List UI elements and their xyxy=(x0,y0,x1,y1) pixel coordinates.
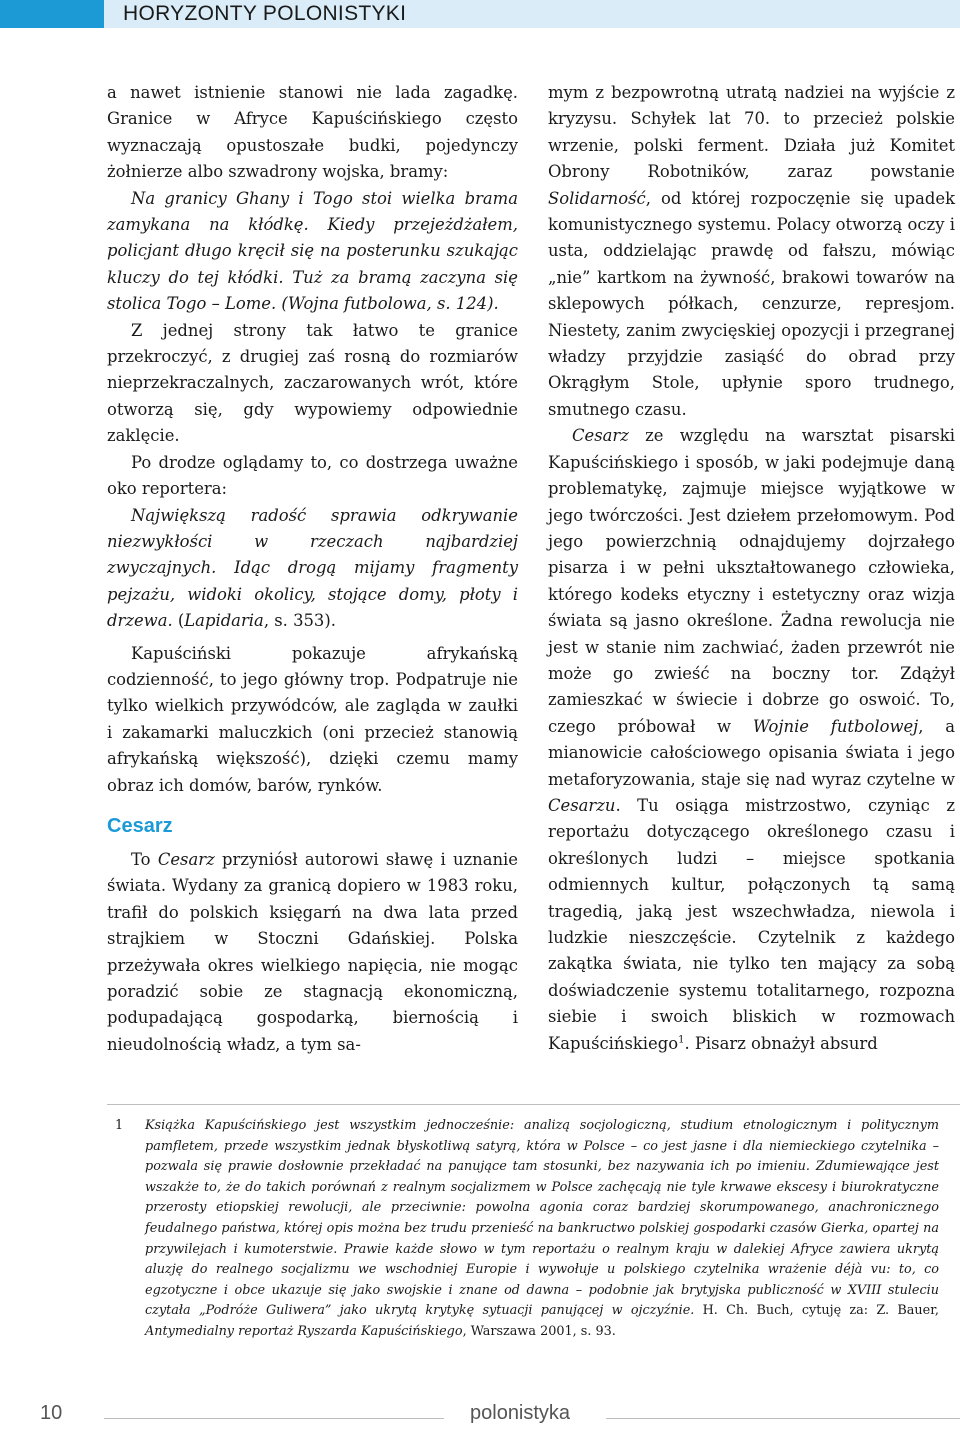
footnote-source-title: Antymedialny reportaż Ryszarda Kapuścińskiego xyxy=(145,1323,463,1339)
section-heading: Cesarz xyxy=(107,814,173,837)
footer-divider-right xyxy=(606,1418,960,1419)
footnote-source-rest: , Warszawa 2001, s. 93. xyxy=(462,1323,616,1339)
footnote-divider xyxy=(107,1104,960,1105)
text-run: , a mianowicie całościowego opisania świata i jego metaforyzowania, staje się nad wyraz czytelne w xyxy=(548,716,955,789)
paragraph xyxy=(548,423,955,1057)
block-quote: Na granicy Ghany i Togo stoi wielka brama zamykana na kłódkę. Kiedy przejeżdżałem, policjant długo kręcił się na posterunku szukając kluczy do tej kłódki. Tuż za bramą zaczyna się stolica Togo – Lome. (Wojna futbolowa, s. 124). xyxy=(107,188,518,314)
paragraph: Kapuściński pokazuje afrykańską codzienność, to jego główny trop. Podpatruje nie tylko wielkich przywódców, ale zagląda w zaułki i zakamarki maluczkich (oni przecież stanowią afrykańską większość), dzięki czemu mamy obraz ich domów, barów, rynków. xyxy=(107,643,518,795)
footnote-quote: Książka Kapuścińskiego jest wszystkim jednocześnie: analizą socjologiczną, studium etnologicznym i politycznym pamfletem, przede wszystkim jednak błyskotliwą satyrą, która w Polsce – co jest jasne i dla niemieckiego czytelnika – pozwala się prawie dosłownie przekładać na panujące tam stosunki, bez nazywania ich po imieniu. Zdumiewające jest wszakże to, że do takich porównań z realnym socjalizmem w Polsce zachęcają nie tyle krwawe ekscesy i biurokratyczne przerosty etiopskiej rewolucji, ale przeciwnie: powolna agonia coraz bardziej skorumpowanego, anachronicznego feudalnego państwa, której opis można bez trudu przenieść na bankructwo polskiej gospodarki czasów Gierka, opartej na przywilejach i kumoterstwie. Prawie każde słowo w tym reportażu o realnym kraju w dalekiej Afryce zawiera ukrytą aluzję do realnego socjalizmu we wschodniej Europie i wywołuje u polskiego czytelnika wrażenie déjà vu: to, co egzotyczne i obce ukazuje się jako swojskie i znane od dawna – podobnie jak brytyjska publiczność w XVIII stuleciu czytała „Podróże Guliwera” jako ukrytą krytykę sytuacji panującej w ojczyźnie. xyxy=(145,1118,939,1319)
text-run: , od której rozpoczęnie się upadek komunistycznego systemu. Polacy otworzą oczy i usta, oddzielając prawdę od fałszu, mówiąc „nie” kartkom na żywność, brakowi towarów na sklepowych półkach, cenzurze, represjom. Niestety, zanim zwycięskiej opozycji i przegranej władzy przyjdzie zasiąść do obrad przy Okrągłym Stole, upłynie sporo trudnego, smutnego czasu. xyxy=(548,188,955,419)
footnote-number: 1 xyxy=(115,1118,124,1133)
quote-source-rest: , s. 353). xyxy=(263,611,336,631)
footnote-citation: H. Ch. Buch, cytuję za: Z. Bauer, xyxy=(694,1303,939,1319)
running-header-title: HORYZONTY POLONISTYKI xyxy=(123,2,407,25)
text-run: . Pisarz obnażył absurd xyxy=(684,1033,878,1053)
footnote-reference[interactable]: 1 xyxy=(678,1034,685,1046)
footer-divider-left xyxy=(104,1418,444,1419)
quote-text: Największą radość sprawia odkrywanie niezwykłości w rzeczach najbardziej zwyczajnych. Idąc drogą mijamy fragmenty pejzażu, widoki okolicy, stojące domy, płoty i drzewa. xyxy=(107,505,518,631)
book-title: Cesarz xyxy=(157,849,215,869)
left-column xyxy=(107,80,518,1058)
page-number: 10 xyxy=(40,1402,63,1424)
quote-source-title: Lapidaria xyxy=(184,611,264,631)
footnote xyxy=(107,1116,939,1343)
text-run: . Tu osiąga mistrzostwo, czyniąc z reportażu dotyczącego określonego czasu i określonych ludzi – miejsce spotkania odmiennych kultur, połączonych tą samą tragedią, jaką jest wszechwładza, niewola i ludzkie nieszczęście. Czytelnik z każdego zakątka świata, nie tylko ten mający za sobą doświadczenie systemu totalitarnego, rozpozna siebie i swoich bliskich w rozmowach Kapuścińskiego xyxy=(548,795,955,1053)
header-accent xyxy=(0,0,104,28)
book-title: Cesarzu xyxy=(548,795,616,815)
footnote-text xyxy=(145,1116,939,1343)
right-column xyxy=(548,80,955,1057)
text-run: ze względu na warsztat pisarski Kapuścińskiego i sposób, w jaki podejmuje daną problematykę, zajmuje miejsce wyjątkowe w jego twórczości. Jest dziełem przełomowym. Pod jego powierzchnią odnajdujemy dojrzałego pisarza i w pełni ukształtowanego człowieka, którego kodeks etyczny i estetyczny oraz wizja świata są jasno określone. Żadna rewolucja nie jest w stanie nim zachwiać, żaden przewrót nie może go zwieść na boczny tor. Zdążył zamieszkać w świecie i dobrze go oswoić. To, czego próbował w xyxy=(548,426,955,736)
text-run: mym z bezpowrotną utratą nadziei na wyjście z kryzysu. Schyłek lat 70. to przecież polskie wrzenie, polski ferment. Działa już Komitet Obrony Robotników, zaraz powstanie xyxy=(548,83,955,182)
quote-source-open: ( xyxy=(172,611,185,631)
book-title: Solidarność xyxy=(548,188,646,208)
paragraph xyxy=(107,847,518,1058)
paragraph: Po drodze oglądamy to, co dostrzega uważne oko reportera: xyxy=(107,452,518,499)
paragraph: Z jednej strony tak łatwo te granice przekroczyć, z drugiej zaś rosną do rozmiarów nieprzekraczalnych, zaczarowanych wrót, które otworzą się, gdy wypowiemy odpowiednie zaklęcie. xyxy=(107,320,518,446)
block-quote xyxy=(107,503,518,635)
journal-name: polonistyka xyxy=(470,1402,571,1424)
book-title: Cesarz xyxy=(572,426,629,446)
paragraph: a nawet istnienie stanowi nie lada zagadkę. Granice w Afryce Kapuścińskiego często wyznaczają opustoszałe budki, pojedynczy żołnierze albo szwadrony wojska, bramy: xyxy=(107,83,518,182)
text-run: To xyxy=(131,849,158,869)
text-run: przyniósł autorowi sławę i uznanie świata. Wydany za granicą dopiero w 1983 roku, trafił do polskich księgarń na dwa lata przed strajkiem w Stoczni Gdańskiej. Polska przeżywała okres wielkiego napięcia, nie mogąc poradzić sobie ze stagnacją ekonomiczną, podupadającą gospodarką, biernością i nieudolnością władz, a tym sa- xyxy=(107,849,518,1054)
paragraph xyxy=(548,80,955,423)
book-title: Wojnie futbolowej xyxy=(752,716,919,736)
